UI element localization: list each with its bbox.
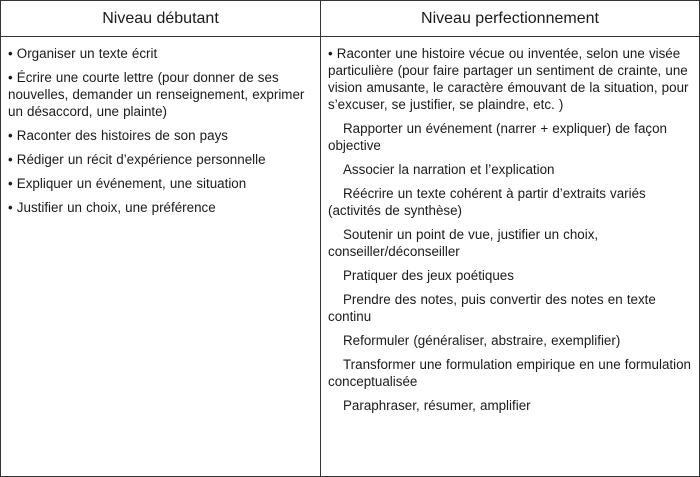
list-item: Transformer une formulation empirique en une formulation conceptualisée — [328, 357, 691, 389]
debutant-list — [1, 37, 321, 476]
header-niveau-debutant: Niveau débutant — [1, 1, 321, 37]
list-item: Paraphraser, résumer, amplifier — [343, 398, 531, 413]
list-item: • Raconter des histoires de son pays — [8, 128, 228, 143]
header-niveau-perfectionnement: Niveau perfectionnement — [321, 1, 699, 37]
list-item: Rapporter un événement (narrer + expliquer) de façon objective — [328, 121, 667, 153]
list-item: Prendre des notes, puis convertir des notes en texte continu — [328, 292, 656, 324]
list-item: Reformuler (généraliser, abstraire, exemplifier) — [343, 333, 621, 348]
list-item: Réécrire un texte cohérent à partir d’extraits variés (activités de synthèse) — [328, 186, 646, 218]
list-item: Associer la narration et l’explication — [343, 162, 555, 177]
list-item: • Justifier un choix, une préférence — [8, 200, 216, 215]
list-item: • Expliquer un événement, une situation — [8, 176, 247, 191]
list-item: Pratiquer des jeux poétiques — [343, 268, 514, 283]
perfectionnement-list — [321, 37, 699, 476]
list-item: • Rédiger un récit d’expérience personnelle — [8, 152, 266, 167]
list-item: • Raconter une histoire vécue ou inventée, selon une visée particulière (pour faire partager un sentiment de crainte, une vision amusante, le caractère émouvant de la situation, pour s’excuser, se justifier, se plaindre, etc. ) — [328, 46, 689, 112]
list-item: • Organiser un texte écrit — [8, 46, 158, 61]
list-item: Soutenir un point de vue, justifier un choix, conseiller/déconseiller — [328, 227, 599, 259]
list-item: • Écrire une courte lettre (pour donner de ses nouvelles, demander un renseignement, exprimer un désaccord, une plainte) — [8, 70, 305, 119]
